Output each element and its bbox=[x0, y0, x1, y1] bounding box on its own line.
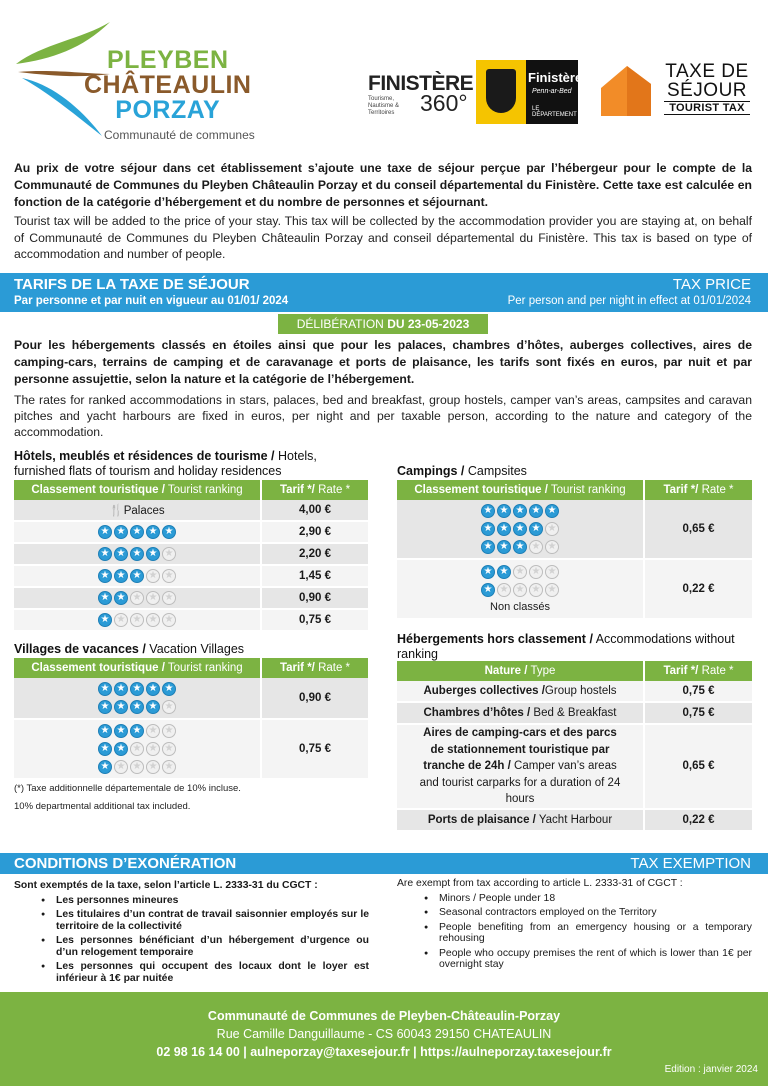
villages-title-en: Vacation Villages bbox=[145, 642, 245, 656]
star-icon bbox=[98, 724, 112, 738]
star-icon bbox=[114, 591, 128, 605]
tarifs-title-fr: TARIFS DE LA TAXE DE SÉJOUR bbox=[14, 276, 250, 293]
table-row bbox=[397, 725, 752, 810]
star-rating-1 bbox=[481, 583, 559, 597]
exemption-list-fr bbox=[14, 880, 369, 987]
campings-col-rate: Tarif */ Rate * bbox=[645, 480, 752, 500]
palaces-label: Palaces bbox=[123, 505, 165, 517]
star-rating-2 bbox=[98, 742, 176, 756]
hotels-section-title bbox=[14, 449, 354, 479]
hotels-title-fr: Hôtels, meublés et résidences de tourisme / bbox=[14, 449, 275, 463]
list-item: ● Les personnes bénéficiant d’un hébergement d’urgence ou d’un relogement temporaire bbox=[14, 935, 369, 958]
star-icon bbox=[481, 522, 495, 536]
star-icon bbox=[98, 682, 112, 696]
exemption-intro-fr: Sont exemptés de la taxe, selon l’article L. 2333-31 du CGCT : bbox=[14, 880, 318, 891]
star-icon bbox=[146, 547, 160, 561]
star-icon bbox=[98, 613, 112, 627]
logo-subtitle: Communauté de communes bbox=[104, 128, 255, 142]
campings-title-fr: Campings / bbox=[397, 464, 465, 478]
star-icon bbox=[114, 547, 128, 561]
star-rating-3 bbox=[98, 569, 176, 583]
rate-cell: 1,45 € bbox=[262, 566, 368, 588]
footer-address: Rue Camille Danguillaume - CS 60043 29150 CHATEAULIN bbox=[216, 1027, 552, 1041]
departement-name: Finistère bbox=[528, 70, 583, 85]
star-icon bbox=[114, 724, 128, 738]
star-icon bbox=[130, 724, 144, 738]
star-icon bbox=[162, 682, 176, 696]
table-row bbox=[397, 810, 752, 832]
table-row bbox=[14, 720, 368, 780]
cutlery-icon: 🍴 bbox=[109, 503, 124, 517]
table-row bbox=[14, 678, 368, 720]
star-icon bbox=[497, 583, 511, 597]
villages-title-fr: Villages de vacances / bbox=[14, 642, 146, 656]
table-row bbox=[14, 588, 368, 610]
stars-3-cell bbox=[14, 566, 262, 588]
taxe-de-sejour-logo bbox=[664, 62, 750, 115]
star-icon bbox=[545, 522, 559, 536]
star-icon bbox=[98, 742, 112, 756]
stars-5-cell bbox=[14, 522, 262, 544]
star-rating-2 bbox=[98, 591, 176, 605]
star-icon bbox=[146, 591, 160, 605]
footer-contact[interactable]: 02 98 16 14 00 | aulneporzay@taxesejour.fr | https://aulneporzay.taxesejour.fr bbox=[156, 1045, 612, 1059]
intro-paragraph-fr: Au prix de votre séjour dans cet établissement s’ajoute une taxe de séjour perçue par l’hébergeur pour le compte de la Communauté de Communes du Pleyben Châteaulin Porzay et du conseil départemental du Finistère. Cette taxe est calculée en fonction de la catégorie d’hébergement et du nombre de personnes et séjournant. bbox=[14, 161, 752, 209]
hors-col-type: Nature / Type bbox=[397, 661, 645, 681]
villages-low-rate: 0,75 € bbox=[262, 720, 368, 780]
campings-high-stars-cell bbox=[397, 500, 645, 560]
star-icon bbox=[98, 591, 112, 605]
star-icon bbox=[130, 700, 144, 714]
star-icon bbox=[146, 613, 160, 627]
tarifs-subtitle-en: Per person and per night in effect at 01/01/2024 bbox=[507, 295, 751, 307]
star-icon bbox=[529, 583, 543, 597]
star-icon bbox=[481, 504, 495, 518]
taxe-logo-line2: SÉJOUR bbox=[666, 80, 748, 101]
star-rating-2 bbox=[481, 565, 559, 579]
villages-rate-table bbox=[14, 658, 368, 780]
rate-cell: 2,90 € bbox=[262, 522, 368, 544]
hors-classement-section-title bbox=[397, 632, 747, 662]
hotels-col-ranking: Classement touristique / Tourist ranking bbox=[14, 480, 262, 500]
star-icon bbox=[162, 742, 176, 756]
villages-section-title bbox=[14, 642, 354, 657]
star-icon bbox=[162, 547, 176, 561]
star-icon bbox=[98, 525, 112, 539]
star-icon bbox=[98, 700, 112, 714]
star-icon bbox=[497, 565, 511, 579]
table-row bbox=[14, 610, 368, 632]
logo-line-chateaulin: CHÂTEAULIN bbox=[84, 71, 252, 99]
finistere-360-number: 360° bbox=[420, 90, 468, 116]
star-icon bbox=[114, 760, 128, 774]
type-cell: Auberges collectives /Group hostels bbox=[397, 681, 645, 703]
star-rating-5 bbox=[481, 504, 559, 518]
taxe-logo-line1: TAXE DE bbox=[665, 61, 749, 82]
campings-title-en: Campsites bbox=[464, 464, 527, 478]
campings-high-rate: 0,65 € bbox=[645, 500, 752, 560]
star-icon bbox=[146, 742, 160, 756]
hotels-rate-table bbox=[14, 480, 368, 632]
star-icon bbox=[513, 565, 527, 579]
star-icon bbox=[130, 613, 144, 627]
exemption-list-en bbox=[397, 878, 752, 974]
star-icon bbox=[497, 504, 511, 518]
tarifs-subtitle-fr: Par personne et par nuit en vigueur au 01/01/ 2024 bbox=[14, 295, 289, 307]
list-item: ● People who occupy premises the rent of which is lower than 1€ per overnight stay bbox=[397, 948, 752, 971]
footer bbox=[0, 992, 768, 1086]
deliberation-date: DU 23-05-2023 bbox=[387, 317, 470, 331]
star-icon bbox=[130, 682, 144, 696]
hotels-col-rate: Tarif */ Rate * bbox=[262, 480, 368, 500]
hotels-title-en: Hotels, furnished flats of tourism and holiday residences bbox=[14, 449, 317, 478]
campings-section-title bbox=[397, 464, 527, 479]
house-icon bbox=[597, 62, 655, 120]
star-icon bbox=[529, 540, 543, 554]
stars-2-cell bbox=[14, 588, 262, 610]
star-icon bbox=[545, 565, 559, 579]
departement-logo bbox=[476, 60, 583, 124]
star-icon bbox=[162, 569, 176, 583]
exemption-title-fr: CONDITIONS D’EXONÉRATION bbox=[14, 855, 237, 872]
star-rating-4 bbox=[98, 547, 176, 561]
star-icon bbox=[98, 760, 112, 774]
villages-high-rate: 0,90 € bbox=[262, 678, 368, 720]
rate-cell: 0,75 € bbox=[262, 610, 368, 632]
star-icon bbox=[162, 760, 176, 774]
tarifs-header-bar bbox=[0, 273, 768, 312]
star-icon bbox=[529, 504, 543, 518]
star-icon bbox=[98, 547, 112, 561]
rate-cell: 0,75 € bbox=[645, 681, 752, 703]
type-cell: Ports de plaisance / Yacht Harbour bbox=[397, 810, 645, 832]
star-icon bbox=[497, 522, 511, 536]
departement-flag-icon bbox=[476, 60, 526, 124]
star-icon bbox=[114, 613, 128, 627]
rate-cell: 0,75 € bbox=[645, 703, 752, 725]
departement-breton-name: Penn-ar-Bed bbox=[532, 88, 572, 95]
header bbox=[0, 0, 768, 150]
rate-cell: 0,90 € bbox=[262, 588, 368, 610]
deliberation-badge bbox=[278, 314, 488, 334]
star-icon bbox=[130, 525, 144, 539]
palaces-rate: 4,00 € bbox=[262, 500, 368, 522]
star-rating-5 bbox=[98, 525, 176, 539]
star-icon bbox=[130, 742, 144, 756]
star-rating-3 bbox=[98, 724, 176, 738]
star-icon bbox=[114, 682, 128, 696]
community-logo-text bbox=[84, 48, 252, 123]
star-icon bbox=[130, 760, 144, 774]
deliberation-label: DÉLIBÉRATION bbox=[296, 317, 384, 331]
star-icon bbox=[146, 569, 160, 583]
table-row bbox=[397, 703, 752, 725]
hors-classement-title-en: Accommodations without ranking bbox=[397, 632, 735, 661]
rate-cell: 0,65 € bbox=[645, 725, 752, 810]
star-icon bbox=[497, 540, 511, 554]
star-icon bbox=[130, 547, 144, 561]
campings-low-stars-cell bbox=[397, 560, 645, 620]
star-rating-4 bbox=[481, 522, 559, 536]
taxe-logo-line3: TOURIST TAX bbox=[664, 101, 750, 115]
logo-line-porzay: PORZAY bbox=[115, 96, 221, 124]
stars-4-cell bbox=[14, 544, 262, 566]
palaces-cell bbox=[14, 500, 262, 522]
exemption-intro-en: Are exempt from tax according to article L. 2333-31 of CGCT : bbox=[397, 878, 683, 889]
table-row bbox=[397, 500, 752, 560]
type-cell: Aires de camping-cars et des parcs de stationnement touristique par tranche de 24h / Camper van’s areas and tourist carparks for a duration of 24 hours bbox=[397, 725, 645, 810]
rules-paragraph-en: The rates for ranked accommodations in stars, palaces, bed and breakfast, group hostels, camper van’s areas, campsites and caravan pitches and yacht harbours are fixed in euros, per night and per taxable person, according to the nature and category of the accommodation. bbox=[14, 393, 752, 439]
star-icon bbox=[146, 700, 160, 714]
star-icon bbox=[513, 583, 527, 597]
star-icon bbox=[130, 569, 144, 583]
star-rating-4 bbox=[98, 700, 176, 714]
star-icon bbox=[146, 525, 160, 539]
star-icon bbox=[146, 682, 160, 696]
type-cell: Chambres d’hôtes / Bed & Breakfast bbox=[397, 703, 645, 725]
table-row bbox=[397, 681, 752, 703]
finistere-360-tagline: Tourisme, Nautisme & Territoires bbox=[368, 96, 400, 116]
finistere-360-logo bbox=[368, 72, 476, 117]
star-icon bbox=[98, 569, 112, 583]
star-icon bbox=[146, 724, 160, 738]
departement-label: LE DÉPARTEMENT bbox=[532, 106, 577, 118]
exemption-header-bar bbox=[0, 853, 768, 874]
logo-line-pleyben: PLEYBEN bbox=[106, 46, 229, 74]
list-item: ● Les personnes mineures bbox=[14, 895, 369, 907]
campings-low-rate: 0,22 € bbox=[645, 560, 752, 620]
star-rating-1 bbox=[98, 760, 176, 774]
star-icon bbox=[513, 522, 527, 536]
table-row bbox=[14, 500, 368, 522]
star-rating-5 bbox=[98, 682, 176, 696]
star-icon bbox=[545, 504, 559, 518]
stars-1-cell bbox=[14, 610, 262, 632]
star-icon bbox=[481, 540, 495, 554]
list-item: ● Les personnes qui occupent des locaux dont le loyer est inférieur à 1€ par nuitée bbox=[14, 961, 369, 984]
table-row bbox=[397, 560, 752, 620]
hors-classement-title-fr: Hébergements hors classement / bbox=[397, 632, 593, 646]
list-item: ● Seasonal contractors employed on the Territory bbox=[397, 907, 752, 919]
star-icon bbox=[114, 525, 128, 539]
star-icon bbox=[529, 522, 543, 536]
star-icon bbox=[481, 583, 495, 597]
list-item: ● People benefiting from an emergency housing or a temporary rehousing bbox=[397, 922, 752, 945]
intro-paragraph-en: Tourist tax will be added to the price of your stay. This tax will be collected by the accommodation provider you are staying at, on behalf of Communauté de Communes du Pleyben Châteaulin Porzay and conseil départemental du Finistère. This tax is based on type of accommodation and number of people. bbox=[14, 214, 752, 261]
star-icon bbox=[513, 504, 527, 518]
non-classes-label: Non classés bbox=[490, 601, 550, 613]
star-icon bbox=[545, 583, 559, 597]
star-icon bbox=[162, 591, 176, 605]
hors-classement-rate-table bbox=[397, 661, 752, 832]
villages-col-ranking: Classement touristique / Tourist ranking bbox=[14, 658, 262, 678]
villages-high-stars-cell bbox=[14, 678, 262, 720]
list-item: ● Minors / People under 18 bbox=[397, 893, 752, 905]
star-icon bbox=[162, 700, 176, 714]
finistere-360-title: FINISTÈRE bbox=[368, 72, 474, 95]
table-row bbox=[14, 544, 368, 566]
star-icon bbox=[146, 760, 160, 774]
rate-cell: 0,22 € bbox=[645, 810, 752, 832]
hors-col-rate: Tarif */ Rate * bbox=[645, 661, 752, 681]
star-icon bbox=[545, 540, 559, 554]
star-icon bbox=[162, 724, 176, 738]
star-icon bbox=[130, 591, 144, 605]
star-icon bbox=[162, 613, 176, 627]
footnote-en: 10% departmental additional tax included. bbox=[14, 801, 191, 812]
star-icon bbox=[529, 565, 543, 579]
star-icon bbox=[481, 565, 495, 579]
tarifs-title-en: TAX PRICE bbox=[672, 276, 751, 293]
list-item: ● Les titulaires d’un contrat de travail saisonnier employés sur le territoire de la collectivité bbox=[14, 909, 369, 932]
villages-col-rate: Tarif */ Rate * bbox=[262, 658, 368, 678]
star-icon bbox=[513, 540, 527, 554]
rate-cell: 2,20 € bbox=[262, 544, 368, 566]
star-rating-3 bbox=[481, 540, 559, 554]
footnote-fr: (*) Taxe additionnelle départementale de 10% incluse. bbox=[14, 783, 241, 794]
exemption-title-en: TAX EXEMPTION bbox=[630, 855, 751, 872]
star-icon bbox=[114, 569, 128, 583]
star-icon bbox=[114, 700, 128, 714]
star-rating-1 bbox=[98, 613, 176, 627]
rules-paragraph-fr: Pour les hébergements classés en étoiles ainsi que pour les palaces, chambres d’hôtes, auberges collectives, aires de camping-cars, terrains de camping et de caravanage et ports de plaisance, les tarifs sont fixés en euros, par nuit et par personne assujettie, selon la nature et la catégorie de l’hébergement. bbox=[14, 338, 752, 386]
footer-edition: Edition : janvier 2024 bbox=[664, 1064, 758, 1075]
footer-org: Communauté de Communes de Pleyben-Châteaulin-Porzay bbox=[207, 1009, 561, 1023]
star-icon bbox=[162, 525, 176, 539]
campings-rate-table bbox=[397, 480, 752, 620]
villages-low-stars-cell bbox=[14, 720, 262, 780]
table-row bbox=[14, 566, 368, 588]
star-icon bbox=[114, 742, 128, 756]
campings-col-ranking: Classement touristique / Tourist ranking bbox=[397, 480, 645, 500]
table-row bbox=[14, 522, 368, 544]
